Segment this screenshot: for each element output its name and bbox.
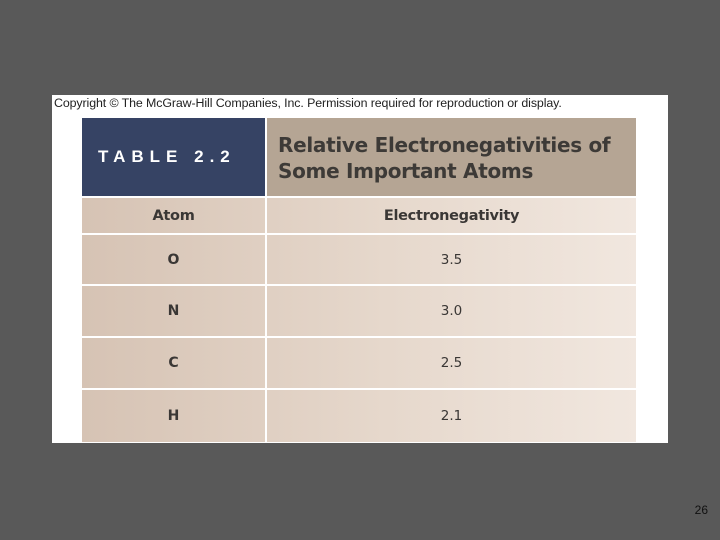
slide-number: 26	[694, 503, 708, 517]
table-number: TABLE 2.2	[98, 147, 236, 166]
table-title	[278, 132, 610, 184]
electronegativity-table	[82, 118, 636, 442]
table-cell-atom: C	[168, 355, 179, 371]
table-figure	[52, 95, 668, 443]
table-cell-atom: H	[167, 408, 180, 424]
column-header-atom: Atom	[152, 207, 195, 224]
table-title-line-2: Some Important Atoms	[278, 159, 534, 183]
table-cell-value: 3.5	[440, 251, 463, 268]
table-title-line-1: Relative Electronegativities of	[278, 133, 611, 157]
table-cell-value: 3.0	[440, 303, 463, 319]
table-cell-atom: N	[167, 303, 180, 319]
table-cell-value: 2.5	[440, 355, 463, 371]
table-cell-value: 2.1	[440, 408, 463, 424]
table-cell-atom: O	[167, 251, 180, 268]
table-title-block	[267, 118, 636, 196]
copyright-notice: Copyright © The McGraw-Hill Companies, Inc. Permission required for reproduction or display.	[54, 96, 562, 110]
column-header-electronegativity: Electronegativity	[383, 207, 520, 224]
table-number-block	[82, 118, 265, 196]
